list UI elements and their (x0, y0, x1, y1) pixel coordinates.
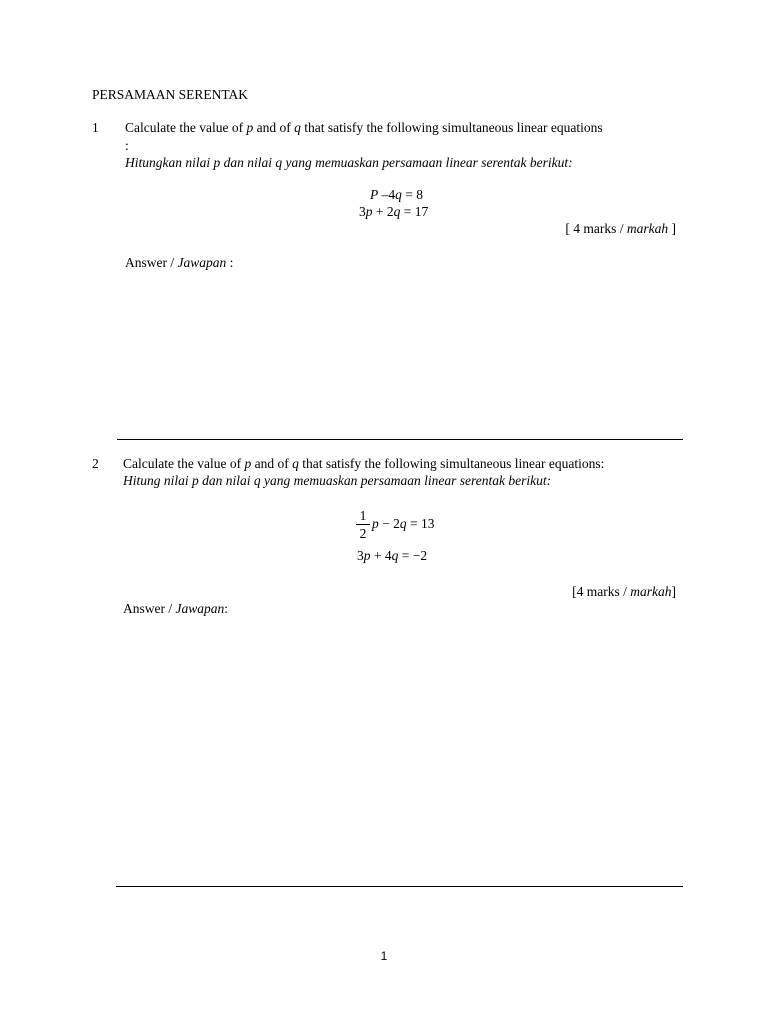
question-1-equation-2: 3p + 2q = 17 (359, 204, 429, 219)
page-number: 1 (380, 949, 388, 963)
question-1-colon: : (125, 138, 129, 153)
answer-area-2-divider (116, 886, 683, 887)
question-1-malay-text: Hitungkan nilai p dan nilai q yang memuaskan persamaan linear serentak berikut: (125, 155, 573, 170)
question-1-marks: [ 4 marks / markah ] (565, 221, 676, 236)
question-2-fraction (356, 508, 370, 541)
question-1-number: 1 (92, 120, 99, 135)
page-title: PERSAMAAN SERENTAK (92, 87, 249, 102)
fraction-bar (356, 524, 370, 525)
question-2-answer-label: Answer / Jawapan: (123, 601, 229, 616)
question-2-marks: [4 marks / markah] (572, 584, 676, 599)
answer-area-1-divider (117, 439, 683, 440)
fraction-numerator: 1 (359, 508, 367, 523)
question-2-equation-1: p − 2q = 13 (372, 516, 435, 531)
question-2-malay-text: Hitung nilai p dan nilai q yang memuaskan persamaan linear serentak berikut: (123, 473, 552, 488)
question-1-answer-label: Answer / Jawapan : (125, 255, 234, 270)
question-1-equation-1: P –4q = 8 (370, 187, 423, 202)
question-2-equation-2: 3p + 4q = −2 (357, 548, 428, 563)
fraction-denominator: 2 (359, 526, 367, 541)
question-2-number: 2 (92, 456, 99, 471)
question-1-text: Calculate the value of p and of q that satisfy the following simultaneous linear equations (125, 120, 603, 135)
question-2-text: Calculate the value of p and of q that satisfy the following simultaneous linear equations: (123, 456, 605, 471)
